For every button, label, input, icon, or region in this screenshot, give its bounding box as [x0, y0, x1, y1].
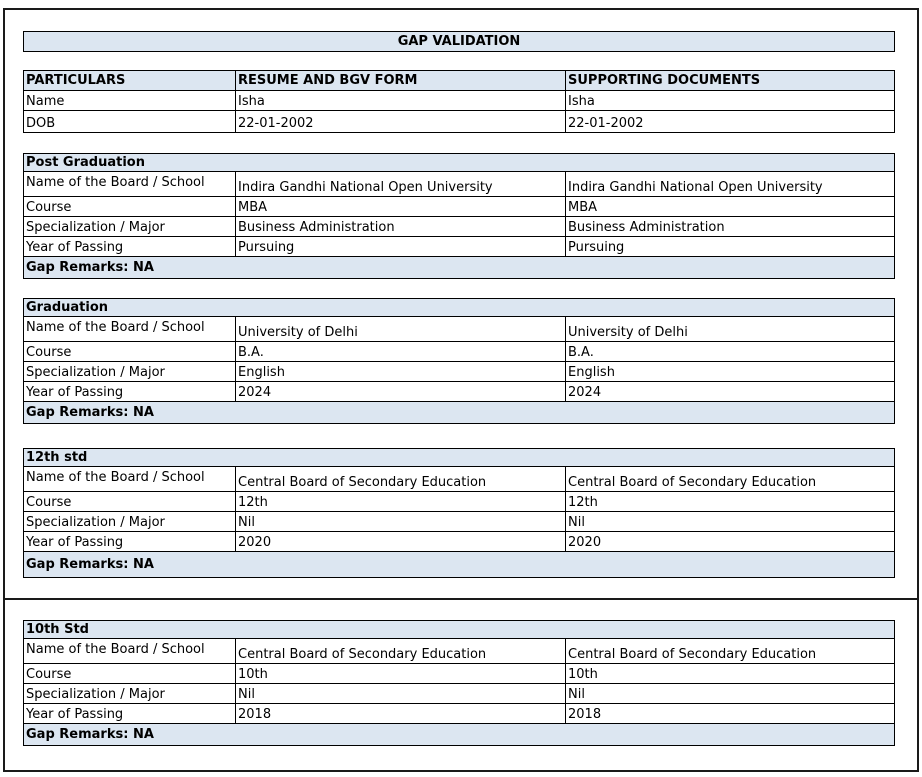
row-label: Specialization / Major: [24, 217, 236, 236]
table-row: [23, 217, 895, 237]
page-title: GAP VALIDATION: [23, 31, 895, 52]
docs-value: B.A.: [568, 345, 594, 360]
section-graduation: [23, 298, 895, 424]
table-row-dob: [23, 111, 895, 133]
docs-value: Central Board of Secondary Education: [568, 475, 817, 490]
resume-value: University of Delhi: [236, 317, 566, 341]
row-label: Specialization / Major: [24, 512, 236, 531]
table-row: [23, 237, 895, 257]
gap-remarks: Gap Remarks: NA: [23, 724, 895, 746]
resume-value: 22-01-2002: [236, 111, 566, 132]
gap-remarks: Gap Remarks: NA: [23, 402, 895, 424]
docs-value: University of Delhi: [568, 325, 688, 340]
row-label: Year of Passing: [24, 382, 236, 401]
header-supporting: SUPPORTING DOCUMENTS: [568, 73, 761, 88]
resume-value: MBA: [236, 197, 566, 216]
resume-value: Nil: [236, 512, 566, 531]
table-row: [23, 467, 895, 492]
docs-value: Nil: [568, 687, 585, 702]
resume-value: Indira Gandhi National Open University: [236, 172, 566, 196]
row-label: Course: [24, 492, 236, 511]
row-label: Name of the Board / School: [24, 467, 236, 491]
section-post-graduation: [23, 153, 895, 279]
table-row: [23, 197, 895, 217]
resume-value: B.A.: [236, 342, 566, 361]
resume-value: Business Administration: [236, 217, 566, 236]
row-label: Course: [24, 197, 236, 216]
docs-value: Pursuing: [568, 240, 625, 255]
row-label: Name of the Board / School: [24, 639, 236, 663]
row-label: Year of Passing: [24, 704, 236, 723]
resume-value: 10th: [236, 664, 566, 683]
docs-value: 12th: [568, 495, 598, 510]
resume-value: English: [236, 362, 566, 381]
table-row: [23, 512, 895, 532]
gap-remarks: Gap Remarks: NA: [23, 552, 895, 578]
row-label: Course: [24, 664, 236, 683]
docs-value: Indira Gandhi National Open University: [568, 180, 823, 195]
table-row: [23, 317, 895, 342]
resume-value: Central Board of Secondary Education: [236, 639, 566, 663]
docs-value: English: [568, 365, 615, 380]
row-label: Name: [24, 91, 236, 110]
docs-value: MBA: [568, 200, 598, 215]
section-title: Post Graduation: [23, 153, 895, 172]
row-label: Specialization / Major: [24, 684, 236, 703]
section-12th-std: [23, 448, 895, 578]
gap-remarks: Gap Remarks: NA: [23, 257, 895, 279]
resume-value: 12th: [236, 492, 566, 511]
section-title: 12th std: [23, 448, 895, 467]
resume-value: 2018: [236, 704, 566, 723]
header-particulars: PARTICULARS: [24, 71, 236, 90]
table-row: [23, 684, 895, 704]
resume-value: Nil: [236, 684, 566, 703]
docs-value: Business Administration: [568, 220, 725, 235]
resume-value: Central Board of Secondary Education: [236, 467, 566, 491]
table-header-row: [23, 70, 895, 91]
row-label: Name of the Board / School: [24, 317, 236, 341]
resume-value: Pursuing: [236, 237, 566, 256]
table-row: [23, 362, 895, 382]
table-row: [23, 664, 895, 684]
docs-value: 2020: [568, 535, 602, 550]
header-resume: RESUME AND BGV FORM: [236, 71, 566, 90]
docs-value: Central Board of Secondary Education: [568, 647, 817, 662]
docs-value: Nil: [568, 515, 585, 530]
docs-value: 22-01-2002: [568, 116, 644, 131]
title-table: [23, 31, 895, 52]
row-label: Year of Passing: [24, 532, 236, 551]
row-label: Year of Passing: [24, 237, 236, 256]
docs-value: Isha: [568, 94, 595, 109]
section-title: Graduation: [23, 298, 895, 317]
resume-value: 2020: [236, 532, 566, 551]
table-row: [23, 492, 895, 512]
table-row: [23, 172, 895, 197]
personal-table: [23, 70, 895, 133]
table-row: [23, 639, 895, 664]
row-label: Course: [24, 342, 236, 361]
docs-value: 2018: [568, 707, 602, 722]
docs-value: 10th: [568, 667, 598, 682]
docs-value: 2024: [568, 385, 602, 400]
resume-value: 2024: [236, 382, 566, 401]
table-row: [23, 382, 895, 402]
resume-value: Isha: [236, 91, 566, 110]
table-row: [23, 532, 895, 552]
table-row: [23, 342, 895, 362]
table-row-name: [23, 91, 895, 111]
row-label: DOB: [24, 111, 236, 132]
row-label: Specialization / Major: [24, 362, 236, 381]
section-title: 10th Std: [23, 620, 895, 639]
section-10th-std: [23, 620, 895, 746]
table-row: [23, 704, 895, 724]
row-label: Name of the Board / School: [24, 172, 236, 196]
